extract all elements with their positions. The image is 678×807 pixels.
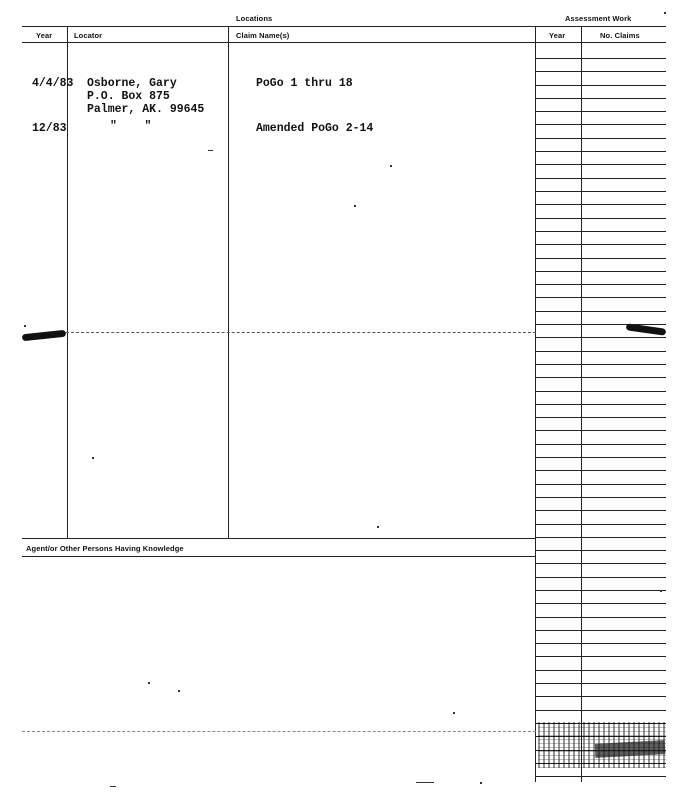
aw-row-rule bbox=[535, 470, 666, 471]
scan-speck bbox=[480, 782, 482, 784]
scan-speck bbox=[110, 786, 116, 787]
divider-year-locator bbox=[67, 26, 68, 538]
aw-row-rule bbox=[535, 484, 666, 485]
aw-row-rule bbox=[535, 124, 666, 125]
scan-speck bbox=[664, 12, 666, 14]
agent-label-rule bbox=[22, 556, 536, 557]
aw-row-rule bbox=[535, 311, 666, 312]
aw-row-rule bbox=[535, 563, 666, 564]
aw-row-rule bbox=[535, 537, 666, 538]
entry-2-claim: Amended PoGo 2-14 bbox=[256, 122, 374, 135]
aw-row-rule bbox=[535, 164, 666, 165]
aw-row-rule bbox=[535, 776, 666, 777]
scan-speck bbox=[148, 682, 150, 684]
aw-row-rule bbox=[535, 430, 666, 431]
aw-row-rule bbox=[535, 324, 666, 325]
aw-row-rule bbox=[535, 191, 666, 192]
aw-row-rule bbox=[535, 404, 666, 405]
aw-row-rule bbox=[535, 550, 666, 551]
aw-row-rule bbox=[535, 656, 666, 657]
scan-speck bbox=[24, 325, 26, 327]
aw-row-rule bbox=[535, 391, 666, 392]
col-header-no-claims: No. Claims bbox=[600, 31, 640, 40]
aw-row-rule bbox=[535, 377, 666, 378]
aw-row-rule bbox=[535, 577, 666, 578]
binding-mark-left bbox=[22, 330, 66, 342]
aw-row-rule bbox=[535, 696, 666, 697]
locations-title: Locations bbox=[236, 14, 273, 23]
agent-section-label: Agent/or Other Persons Having Knowledge bbox=[26, 544, 184, 553]
binding-mark-right bbox=[626, 323, 667, 335]
scan-speck bbox=[354, 205, 356, 207]
entry-1-claim: PoGo 1 thru 18 bbox=[256, 77, 353, 90]
aw-row-rule bbox=[535, 271, 666, 272]
aw-row-rule bbox=[535, 364, 666, 365]
entry-2-locator-ditto: " " bbox=[110, 120, 152, 133]
scan-speck bbox=[390, 165, 392, 167]
aw-row-rule bbox=[535, 85, 666, 86]
col-header-claim-names: Claim Name(s) bbox=[236, 31, 290, 40]
aw-row-rule bbox=[535, 258, 666, 259]
scan-speck bbox=[92, 457, 94, 459]
entry-1-locator-name: Osborne, Gary bbox=[87, 77, 177, 90]
scan-speck bbox=[416, 782, 434, 783]
aw-row-rule bbox=[535, 444, 666, 445]
aw-row-rule bbox=[535, 244, 666, 245]
aw-row-rule bbox=[535, 417, 666, 418]
col-header-locator: Locator bbox=[74, 31, 103, 40]
entry-1-locator-address: P.O. Box 875 bbox=[87, 90, 170, 103]
aw-row-rule bbox=[535, 337, 666, 338]
aw-row-rule bbox=[535, 138, 666, 139]
aw-row-rule bbox=[535, 670, 666, 671]
aw-row-rule bbox=[535, 497, 666, 498]
scan-speck bbox=[208, 150, 213, 151]
aw-row-rule bbox=[535, 284, 666, 285]
col-header-aw-year: Year bbox=[549, 31, 566, 40]
aw-row-rule bbox=[535, 151, 666, 152]
aw-row-rule bbox=[535, 524, 666, 525]
entry-1-year: 4/4/83 bbox=[32, 77, 74, 90]
aw-row-rule bbox=[535, 617, 666, 618]
assessment-work-title: Assessment Work bbox=[565, 14, 632, 23]
aw-row-rule bbox=[535, 683, 666, 684]
aw-row-rule bbox=[535, 510, 666, 511]
scan-speck bbox=[377, 526, 379, 528]
aw-row-rule bbox=[535, 58, 666, 59]
entry-1-locator-city: Palmer, AK. 99645 bbox=[87, 103, 205, 116]
aw-row-rule bbox=[535, 178, 666, 179]
header-top-rule bbox=[22, 26, 666, 27]
aw-row-rule bbox=[535, 590, 666, 591]
aw-row-rule bbox=[535, 351, 666, 352]
header-bottom-rule bbox=[22, 42, 666, 43]
aw-row-rule bbox=[535, 71, 666, 72]
aw-row-rule bbox=[535, 297, 666, 298]
aw-row-rule bbox=[535, 710, 666, 711]
aw-row-rule bbox=[535, 457, 666, 458]
aw-row-rule bbox=[535, 111, 666, 112]
divider-locator-claims bbox=[228, 26, 229, 538]
aw-row-rule bbox=[535, 643, 666, 644]
fold-line bbox=[66, 332, 536, 333]
entry-2-year: 12/83 bbox=[32, 122, 67, 135]
aw-row-rule bbox=[535, 218, 666, 219]
aw-row-rule bbox=[535, 231, 666, 232]
aw-row-rule bbox=[535, 630, 666, 631]
scan-speck bbox=[453, 712, 455, 714]
scan-speck bbox=[178, 690, 180, 692]
bottom-fold-line bbox=[22, 731, 536, 732]
aw-row-rule bbox=[535, 98, 666, 99]
col-header-year: Year bbox=[36, 31, 53, 40]
scan-speck bbox=[660, 590, 662, 592]
aw-row-rule bbox=[535, 603, 666, 604]
agent-top-rule bbox=[22, 538, 536, 539]
aw-row-rule bbox=[535, 204, 666, 205]
